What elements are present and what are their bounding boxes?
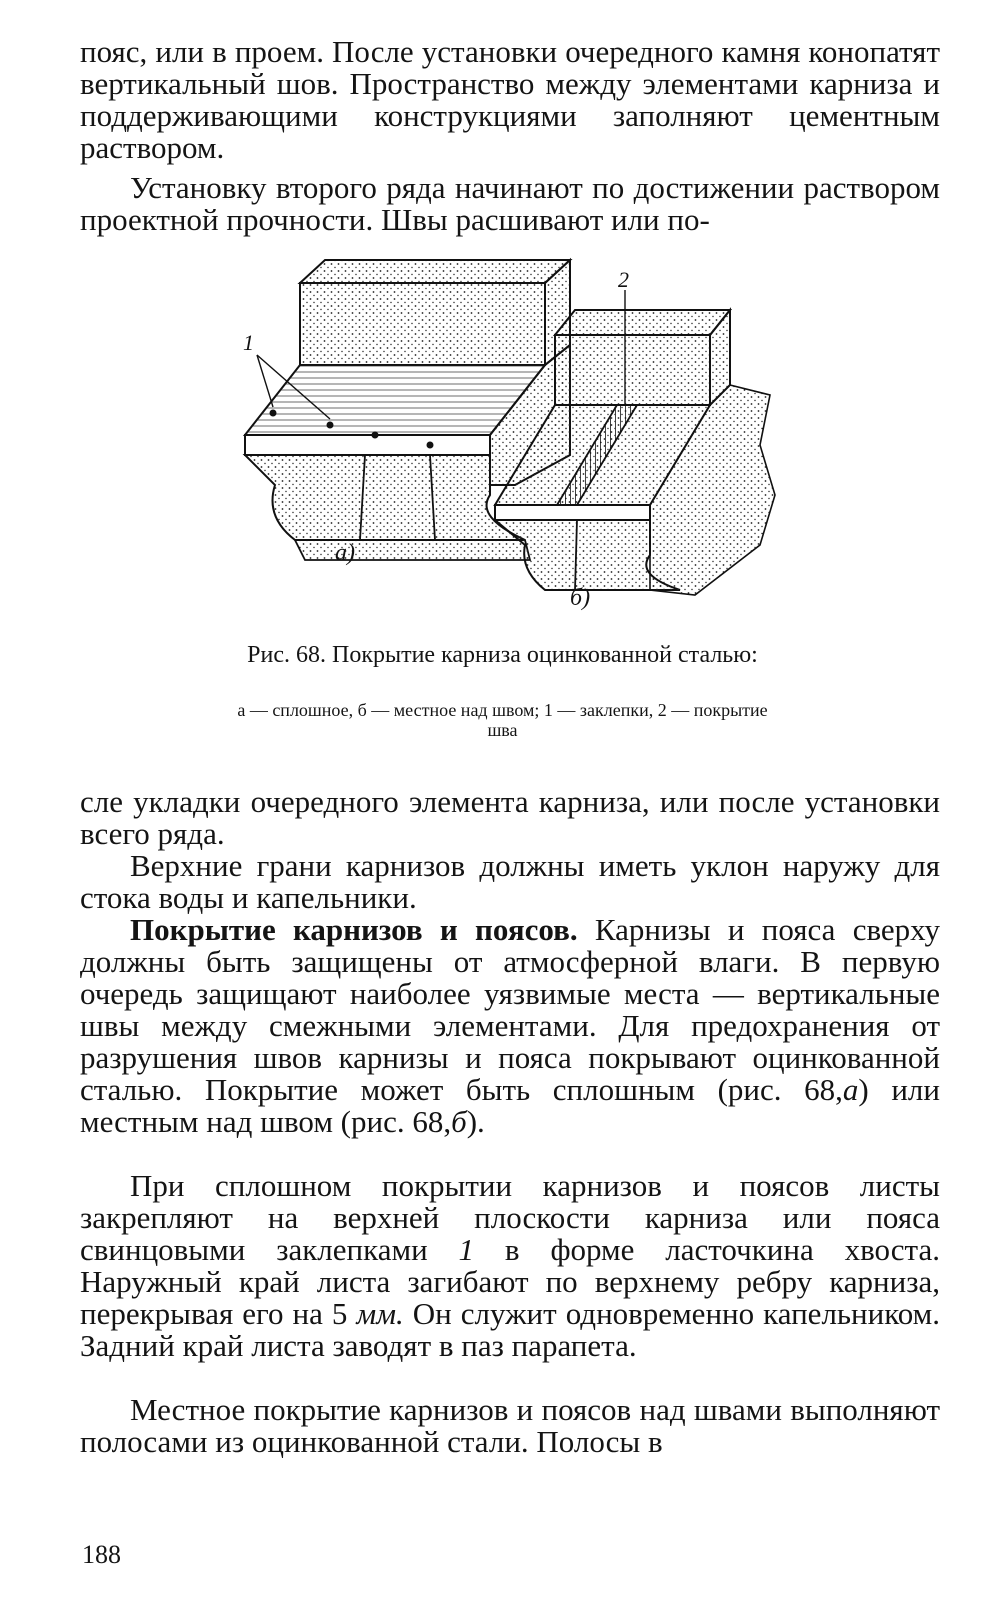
paragraph-5-text: ). [466,1104,485,1139]
figure-cornice-drawing [225,255,785,625]
paragraph-5 [80,914,940,1138]
section-heading: Покрытие карнизов и поясов. [130,912,578,947]
figure-caption-title: Рис. 68. Покрытие карниза оцинкованной сталью: [247,642,758,668]
rivet-icon [270,410,277,417]
rivet-icon [327,422,334,429]
figure-ref-b: б [451,1104,467,1139]
paragraph-5-text: ) или местным над швом (рис. 68, [80,1072,940,1139]
paragraph-5-text: Карнизы и пояса сверху должны быть защищены от атмосферной влаги. В первую очередь защищают наиболее уязвимые места — вертикальные швы между смежными элементами. Для предохранения от разрушения швов карнизы и пояса покрывают оцинкованной сталью. Покрытие может быть сплошным (рис. 68, [80,912,940,1107]
callout-ref-1: 1 [458,1232,475,1267]
rivet-icon [372,432,379,439]
page-number: 188 [82,1540,121,1569]
figure-label-a: а) [335,540,355,566]
paragraph-6-text: При сплошном покрытии карнизов и поясов листы закрепляют на верхней плоскости карниза или пояса свинцовыми заклепками [80,1168,940,1267]
paragraph-3: сле укладки очередного элемента карниза, или после установки всего ряда. [80,784,940,851]
parapet-block-a [300,260,570,365]
paragraph-4: Верхние грани карнизов должны иметь уклон наружу для стока воды и капельники. [80,848,940,915]
paragraph-6-text: Он служит одновременно капельником. Задний край листа заводят в паз парапета. [80,1296,940,1363]
callout-2-label: 2 [618,267,629,292]
paragraph-1: пояс, или в проем. После установки очередного камня конопатят вертикальный шов. Пространство между элементами карниза и поддерживающими конструкциями заполняют цементным раствором. [80,34,940,165]
unit-mm: мм. [356,1296,404,1331]
paragraph-6 [80,1170,940,1362]
callout-1-label: 1 [243,330,254,355]
cornice-stones-a [245,455,530,560]
figure-ref-a: а [842,1072,859,1107]
paragraph-6-text: в форме ласточкина хвоста. Наружный край листа загибают по верхнему ребру карниза, перекрывая его на 5 [80,1232,940,1331]
parapet-block-b [555,310,730,405]
paragraph-2: Установку второго ряда начинают по достижении раствором проектной прочности. Швы расшивают или по- [80,170,940,237]
rivet-icon [427,442,434,449]
paragraph-7: Местное покрытие карнизов и поясов над швами выполняют полосами из оцинкованной стали. Полосы в [80,1392,940,1459]
figure-label-b: б) [570,585,591,611]
figure-caption-legend: а — сплошное, б — местное над швом; 1 — заклепки, 2 — покрытие шва [237,700,768,740]
